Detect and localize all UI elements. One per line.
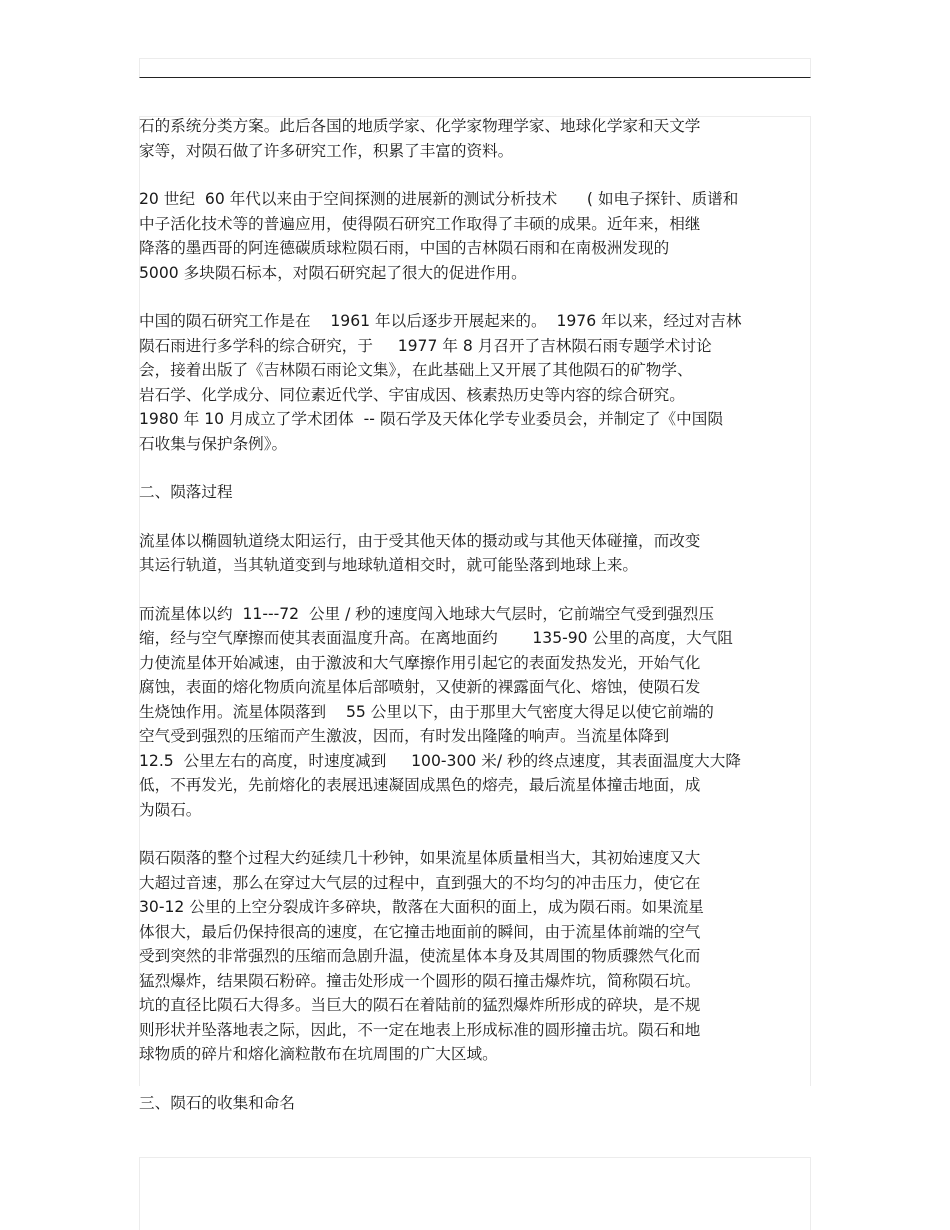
section-heading (139, 480, 799, 505)
text-line: 其运行轨道，当其轨道变到与地球轨道相交时，就可能坠落到地球上来。 (139, 556, 639, 574)
text-line: 大超过音速，那么在穿过大气层的过程中，直到强大的不均匀的冲击压力，使它在 (139, 873, 701, 892)
text-line: 石收集与保护条例》。 (139, 434, 288, 453)
text-line: 坑的直径比陨石大得多。当巨大的陨石在着陆前的猛烈爆炸所形成的碎块，是不规 (139, 996, 701, 1014)
text-line: 中国的陨石研究工作是在 1961 年以后逐步开展起来的。 1976 年以来，经过对吉林 (139, 312, 742, 330)
section-heading (139, 1091, 799, 1116)
text-line: 降落的墨西哥的阿连德碳质球粒陨石雨，中国的吉林陨石雨和在南极洲发现的 (139, 239, 670, 257)
text-line: 5000 多块陨石标本，对陨石研究起了很大的促进作用。 (139, 263, 527, 282)
text-line: 12.5 公里左右的高度，时速度减到 100-300 米/ 秒的终点速度，其表面温度大大降 (139, 751, 741, 770)
text-line: 体很大，最后仍保持很高的速度，在它撞击地面前的瞬间，由于流星体前端的空气 (139, 922, 701, 941)
text-line: 三、陨石的收集和命名 (139, 1093, 295, 1112)
text-line: 中子活化技术等的普遍应用，使得陨石研究工作取得了丰硕的成果。近年来，相继 (139, 214, 701, 233)
text-line: 30-12 公里的上空分裂成许多碎块，散落在大面积的面上，成为陨石雨。如果流星 (139, 898, 704, 916)
text-line: 二、陨落过程 (139, 483, 233, 501)
text-line: 猛烈爆炸，结果陨石粉碎。撞击处形成一个圆形的陨石撞击爆炸坑，简称陨石坑。 (139, 971, 701, 990)
paragraph (139, 187, 799, 285)
text-line: 球物质的碎片和熔化滴粒散布在坑周围的广大区域。 (139, 1045, 498, 1063)
text-line: 而流星体以约 11---72 公里 / 秒的速度闯入地球大气层时，它前端空气受到强烈压 (139, 604, 714, 623)
page-header-frame (139, 58, 811, 78)
text-line: 1980 年 10 月成立了学术团体 -- 陨石学及天体化学专业委员会，并制定了《中国陨 (139, 410, 723, 428)
text-line: 腐蚀，表面的熔化物质向流星体后部喷射，又使新的裸露面气化、熔蚀，使陨石发 (139, 678, 701, 696)
text-line: 陨石陨落的整个过程大约延续几十秒钟，如果流星体质量相当大，其初始速度又大 (139, 849, 701, 867)
text-line: 岩石学、化学成分、同位素近代学、宇宙成因、核素热历史等内容的综合研究。 (139, 385, 685, 404)
text-line: 空气受到强烈的压缩而产生激波，因而，有时发出隆隆的响声。当流星体降到 (139, 727, 670, 745)
text-line: 会，接着出版了《吉林陨石雨论文集》，在此基础上又开展了其他陨石的矿物学、 (139, 361, 693, 379)
text-line: 石的系统分类方案。此后各国的地质学家、化学家物理学家、地球化学家和天文学 (139, 117, 701, 135)
text-line: 家等，对陨石做了许多研究工作，积累了丰富的资料。 (139, 141, 514, 160)
text-line: 则形状并坠落地表之际，因此，不一定在地表上形成标准的圆形撞击坑。陨石和地 (139, 1020, 701, 1039)
paragraph (139, 602, 799, 823)
text-line: 受到突然的非常强烈的压缩而急剧升温，使流星体本身及其周围的物质骤然气化而 (139, 947, 701, 965)
text-line: 流星体以椭圆轨道绕太阳运行，由于受其他天体的摄动或与其他天体碰撞，而改变 (139, 531, 701, 550)
text-line: 生烧蚀作用。流星体陨落到 55 公里以下，由于那里大气密度大得足以使它前端的 (139, 702, 714, 721)
paragraph (139, 529, 799, 578)
text-line: 为陨石。 (139, 800, 202, 819)
paragraph (139, 846, 799, 1067)
text-line: 陨石雨进行多学科的综合研究，于 1977 年 8 月召开了吉林陨石雨专题学术讨论 (139, 336, 712, 355)
page-footer-frame (139, 1157, 811, 1230)
text-line: 缩，经与空气摩擦而使其表面温度升高。在离地面约 135-90 公里的高度，大气阻 (139, 629, 733, 647)
document-text (139, 114, 799, 1139)
text-line: 20 世纪 60 年代以来由于空间探测的进展新的测试分析技术 ( 如电子探针、质谱和 (139, 190, 739, 208)
paragraph (139, 309, 799, 456)
text-line: 力使流星体开始减速，由于激波和大气摩擦作用引起它的表面发热发光，开始气化 (139, 653, 701, 672)
text-line: 低，不再发光，先前熔化的表展迅速凝固成黑色的熔壳，最后流星体撞击地面，成 (139, 776, 701, 794)
paragraph (139, 114, 799, 163)
